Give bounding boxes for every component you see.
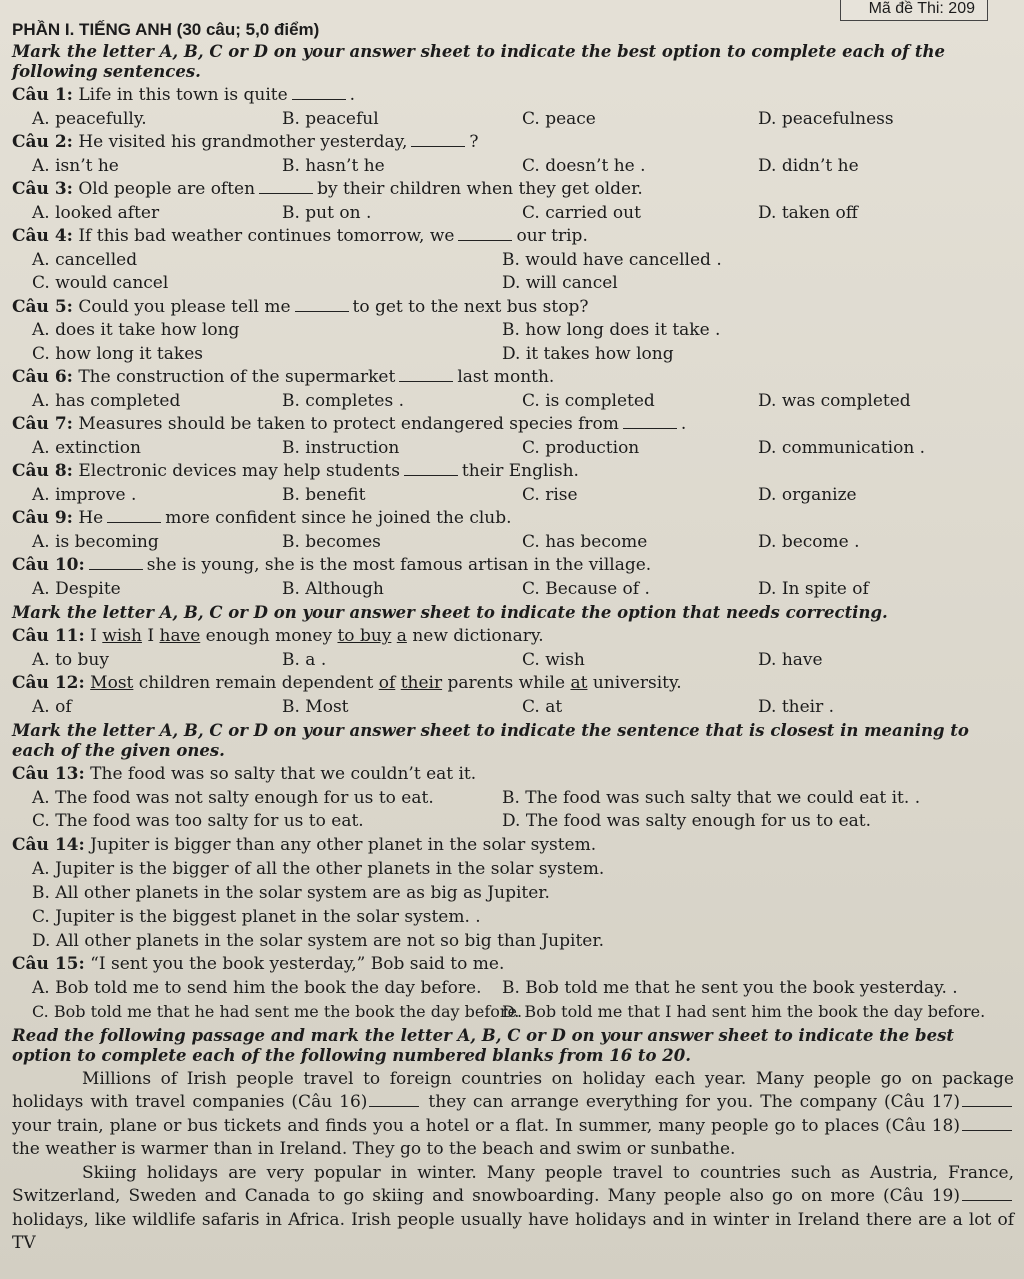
underlined-most: Most [90,673,134,693]
underlined-at: at [570,673,588,693]
option-a: A. Despite [32,578,121,599]
question-10: Câu 10: she is young, she is the most famous artisan in the village. [12,555,652,575]
option-a: A. to buy [32,649,109,670]
options-10 [12,578,1014,602]
question-12: Câu 12: Most children remain dependent of their parents while at university. [12,673,682,693]
question-1: Câu 1: Life in this town is quite . [12,85,356,105]
option-b: B. would have cancelled . [502,249,722,270]
option-d: D. it takes how long [502,343,674,364]
option-a: A. of [32,696,72,717]
option-c: C. carried out [522,202,641,223]
question-9: Câu 9: He more confident since he joined the club. [12,508,512,528]
option-d: D. All other planets in the solar system are not so big than Jupiter. [32,931,604,951]
options-9 [12,531,1014,555]
option-d: D. peacefulness [758,108,894,129]
option-b: B. All other planets in the solar system are as big as Jupiter. [32,883,550,903]
option-c: C. at [522,696,563,717]
option-c: C. how long it takes [32,343,203,364]
option-b: B. The food was such salty that we could eat it. . [502,787,921,808]
option-b: B. put on . [282,202,372,223]
option-b: B. Although [282,578,384,599]
options-15-row-1 [12,977,1014,1001]
options-3 [12,202,1014,226]
options-15-row-2 [12,1000,1014,1024]
option-c: C. has become [522,531,648,552]
options-5-row-1 [12,319,1014,343]
options-1 [12,108,1014,132]
question-8: Câu 8: Electronic devices may help students their English. [12,461,579,481]
blank-19 [962,1186,1012,1201]
question-6: Câu 6: The construction of the supermarket last month. [12,367,555,387]
option-b: B. how long does it take . [502,320,721,340]
option-b: B. peaceful [282,108,379,129]
answer-blank [623,414,677,429]
underlined-their: their [400,673,443,693]
answer-blank [107,508,161,523]
option-a: A. is becoming [32,531,159,552]
question-15: Câu 15: “I sent you the book yesterday,” Bob said to me. [12,954,505,974]
underlined-have: have [159,626,201,646]
underlined-of: of [378,673,396,693]
option-b: B. completes . [282,390,404,411]
option-d: D. The food was salty enough for us to eat. [502,811,872,831]
option-a: A. does it take how long [32,320,240,340]
option-c: C. The food was too salty for us to eat. [32,811,364,831]
question-11: Câu 11: I wish I have enough money to buy a new dictionary. [12,626,544,646]
answer-blank [295,297,349,312]
reading-passage [12,1068,1014,1256]
answer-blank [399,367,453,382]
option-d: D. In spite of [758,578,869,599]
instruction-4: Read the following passage and mark the letter A, B, C or D on your answer sheet to indicate the best option to complete each of the following numbered blanks from 16 to 20. [12,1025,954,1065]
answer-blank [404,461,458,476]
option-c: C. doesn’t he . [522,155,646,176]
options-4-row-2 [12,272,1014,296]
question-13: Câu 13: The food was so salty that we couldn’t eat it. [12,764,477,784]
option-a: A. has completed [32,390,181,411]
options-8 [12,484,1014,508]
option-d: D. have [758,649,823,670]
option-d: D. will cancel [502,273,618,293]
exam-code: Mã đề Thi: 209 [840,0,988,21]
instruction-2: Mark the letter A, B, C or D on your answer sheet to indicate the option that needs correcting. [12,603,888,622]
options-7 [12,437,1014,461]
option-a: A. isn’t he [32,155,119,176]
answer-blank [411,132,465,147]
option-b: B. a . [282,649,327,670]
instruction-3: Mark the letter A, B, C or D on your answer sheet to indicate the sentence that is closest in meaning to each of the given ones. [12,721,969,760]
options-2 [12,155,1014,179]
option-c: C. would cancel [32,273,169,293]
option-c: C. Bob told me that he had sent me the book the day before. [32,1002,523,1021]
paragraph-2: Skiing holidays are very popular in winter. Many people travel to countries such as Austria, France, Switzerland, Sweden and Canada to go skiing and snowboarding. Many people also go on more (Câu 19) holidays, like wildlife safaris in Africa. Irish people usually have holidays and in winter in Ireland there are a lot of TV [12,1162,1014,1253]
option-a: A. extinction [32,437,141,458]
option-a: A. improve . [32,484,137,505]
option-d: D. taken off [758,202,858,223]
option-d: D. didn’t he [758,155,859,176]
options-11 [12,649,1014,673]
blank-18 [962,1116,1012,1131]
option-c: C. peace [522,108,596,129]
option-c: C. Jupiter is the biggest planet in the solar system. . [32,907,481,927]
option-c: C. production [522,437,640,458]
question-3: Câu 3: Old people are often by their children when they get older. [12,179,643,199]
option-a: A. The food was not salty enough for us to eat. [32,787,434,808]
option-c: C. rise [522,484,578,505]
options-13-row-2 [12,810,1014,834]
option-d: D. become . [758,531,860,552]
options-4-row-1 [12,249,1014,273]
part-title: PHẦN I. TIẾNG ANH (30 câu; 5,0 điểm) [12,20,320,39]
options-5-row-2 [12,343,1014,367]
option-b: B. hasn’t he [282,155,385,176]
underlined-a: a [396,626,407,646]
blank-16 [369,1092,419,1107]
question-5: Câu 5: Could you please tell me to get to the next bus stop? [12,296,589,317]
question-4: Câu 4: If this bad weather continues tomorrow, we our trip. [12,226,588,246]
blank-17 [962,1092,1012,1107]
option-b: B. instruction [282,437,400,458]
option-c: C. is completed [522,390,655,411]
option-c: C. wish [522,649,585,670]
option-b: B. becomes [282,531,381,552]
answer-blank [458,226,512,241]
option-a: A. looked after [32,202,160,223]
option-d: D. Bob told me that I had sent him the book the day before. [502,1002,986,1021]
option-a: A. Jupiter is the bigger of all the other planets in the solar system. [32,859,605,879]
option-b: B. benefit [282,484,366,505]
paragraph-1: Millions of Irish people travel to foreign countries on holiday each year. Many people go on package holidays with travel companies (Câu 16) they can arrange everything for you. The company (Câu 17) your train, plane or bus tickets and finds you a hotel or a flat. In summer, many people go to places (Câu 18) the weather is warmer than in Ireland. They go to the beach and swim or sunbathe. [12,1068,1014,1159]
option-a: A. peacefully. [32,108,147,129]
option-d: D. was completed [758,390,911,411]
answer-blank [89,555,143,570]
underlined-wish: wish [102,626,142,646]
underlined-to-buy: to buy [337,626,392,646]
option-d: D. communication . [758,437,926,458]
option-c: C. Because of . [522,578,650,599]
option-a: A. cancelled [32,249,138,270]
option-a: A. Bob told me to send him the book the day before. [32,977,482,998]
option-b: B. Bob told me that he sent you the book yesterday. . [502,977,958,998]
option-b: B. Most [282,696,349,717]
options-12 [12,696,1014,720]
options-13-row-1 [12,787,1014,811]
instruction-1: Mark the letter A, B, C or D on your answer sheet to indicate the best option to complete each of the following sentences. [12,42,946,81]
question-7: Câu 7: Measures should be taken to protect endangered species from . [12,414,687,434]
question-2: Câu 2: He visited his grandmother yesterday, ? [12,132,479,152]
question-14: Câu 14: Jupiter is bigger than any other planet in the solar system. [12,834,597,855]
option-d: D. their . [758,696,835,717]
answer-blank [292,85,346,100]
options-6 [12,390,1014,414]
option-d: D. organize [758,484,857,505]
answer-blank [259,179,313,194]
